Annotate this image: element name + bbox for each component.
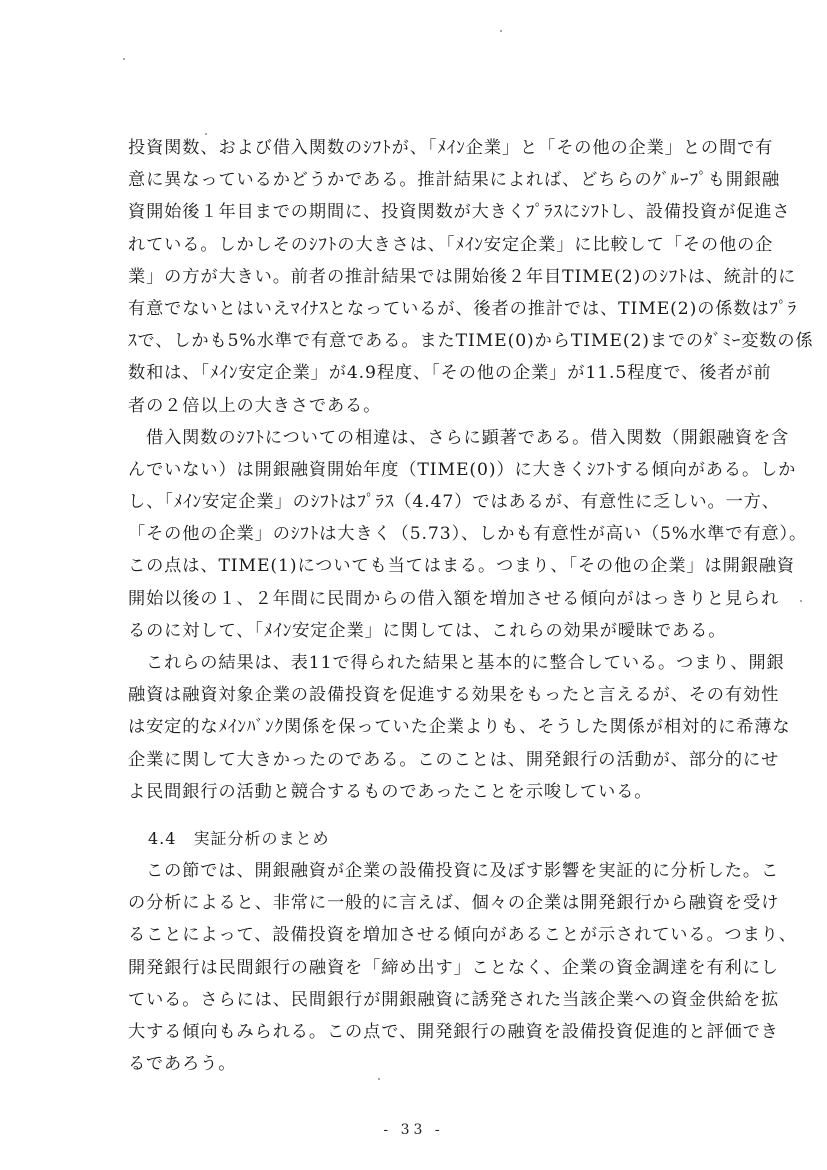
text-line: 意に異なっているかどうかである。推計結果によれば、どちらのｸﾞﾙｰﾌﾟも開銀融 [128,170,781,191]
text-line: この点は、TIME(1)についても当てはまる。つまり、「その他の企業」は開銀融資 [128,556,795,577]
text-line: は安定的なﾒｲﾝﾊﾞﾝｸ関係を保っていた企業よりも、そうした関係が相対的に希薄な [128,717,791,738]
text-line: の分析によると、非常に一般的に言えば、個々の企業は開発銀行から融資を受け [128,893,780,914]
text-line: るであろう。 [128,1054,237,1075]
text-line: 融資は融資対象企業の設備投資を促進する効果をもったと言えるが、その有効性 [128,685,780,706]
text-line: 業」の方が大きい。前者の推計結果では開始後２年目TIME(2)のｼﾌﾄは、統計的に [128,266,797,287]
text-line: ている。さらには、民間銀行が開銀融資に誘発された当該企業への資金供給を拡 [128,989,780,1010]
text-line: ることによって、設備投資を増加させる傾向があることが示されている。つまり、 [128,925,797,946]
text-line: この節では、開銀融資が企業の設備投資に及ぼす影響を実証的に分析した。こ [146,861,780,881]
scan-speck [123,58,125,60]
section-heading: 4.4 実証分析のまとめ [148,829,330,848]
text-line: るのに対して、「ﾒｲﾝ安定企業」に関しては、これらの効果が曖昧である。 [128,620,727,641]
body-text [128,135,814,811]
scan-speck [378,1078,380,1080]
page-number: - 33 - [383,1122,444,1138]
scan-speck [500,30,502,32]
text-line: 投資関数、および借入関数のｼﾌﾄが、「ﾒｲﾝ企業」と「その他の企業」との間で有 [128,138,774,158]
scan-speck [205,133,207,135]
text-line: 開始以後の１、２年間に民間からの借入額を増加させる傾向がはっきりと見られ [128,588,780,609]
text-line: んでいない）は開銀融資開始年度（TIME(0)）に大きくｼﾌﾄする傾向がある。しか [128,459,797,480]
text-line: 数和は、「ﾒｲﾝ安定企業」が4.9程度、「その他の企業」が11.5程度で、後者が前 [128,363,772,384]
text-line: ｽで、しかも5%水準で有意である。またTIME(0)からTIME(2)までのﾀﾞﾐｰ変数の係 [128,331,814,352]
scan-speck [800,600,802,602]
text-line: 開発銀行は民間銀行の融資を「締め出す」ことなく、企業の資金調達を有利にし [128,957,779,978]
text-line: よ民間銀行の活動と競合するものであったことを示唆している。 [128,781,653,802]
text-line: 資開始後１年目までの期間に、投資関数が大きくﾌﾟﾗｽにｼﾌﾄし、設備投資が促進さ [128,202,791,223]
text-line: これらの結果は、表11で得られた結果と基本的に整合している。つまり、開銀 [146,653,785,673]
text-line: 有意でないとはいえﾏｲﾅｽとなっているが、後者の推計では、TIME(2)の係数はﾌﾟﾗ [128,298,798,319]
text-line: し、「ﾒｲﾝ安定企業」のｼﾌﾄはﾌﾟﾗｽ（4.47）ではあるが、有意性に乏しい。一方、 [128,492,780,513]
text-line: 企業に関して大きかったのである。このことは、開発銀行の活動が、部分的にせ [128,749,780,770]
text-line: 大する傾向もみられる。この点で、開発銀行の融資を設備投資促進的と評価でき [128,1021,779,1042]
text-line: れている。しかしそのｼﾌﾄの大きさは、「ﾒｲﾝ安定企業」に比較して「その他の企 [128,234,774,255]
section-summary [128,826,797,1083]
text-line: 「その他の企業」のｼﾌﾄは大きく（5.73）、しかも有意性が高い（5%水準で有意）。 [128,524,808,545]
text-line: 借入関数のｼﾌﾄについての相違は、さらに顕著である。借入関数（開銀融資を含 [146,427,790,448]
text-line: 者の２倍以上の大きさである。 [128,395,382,416]
